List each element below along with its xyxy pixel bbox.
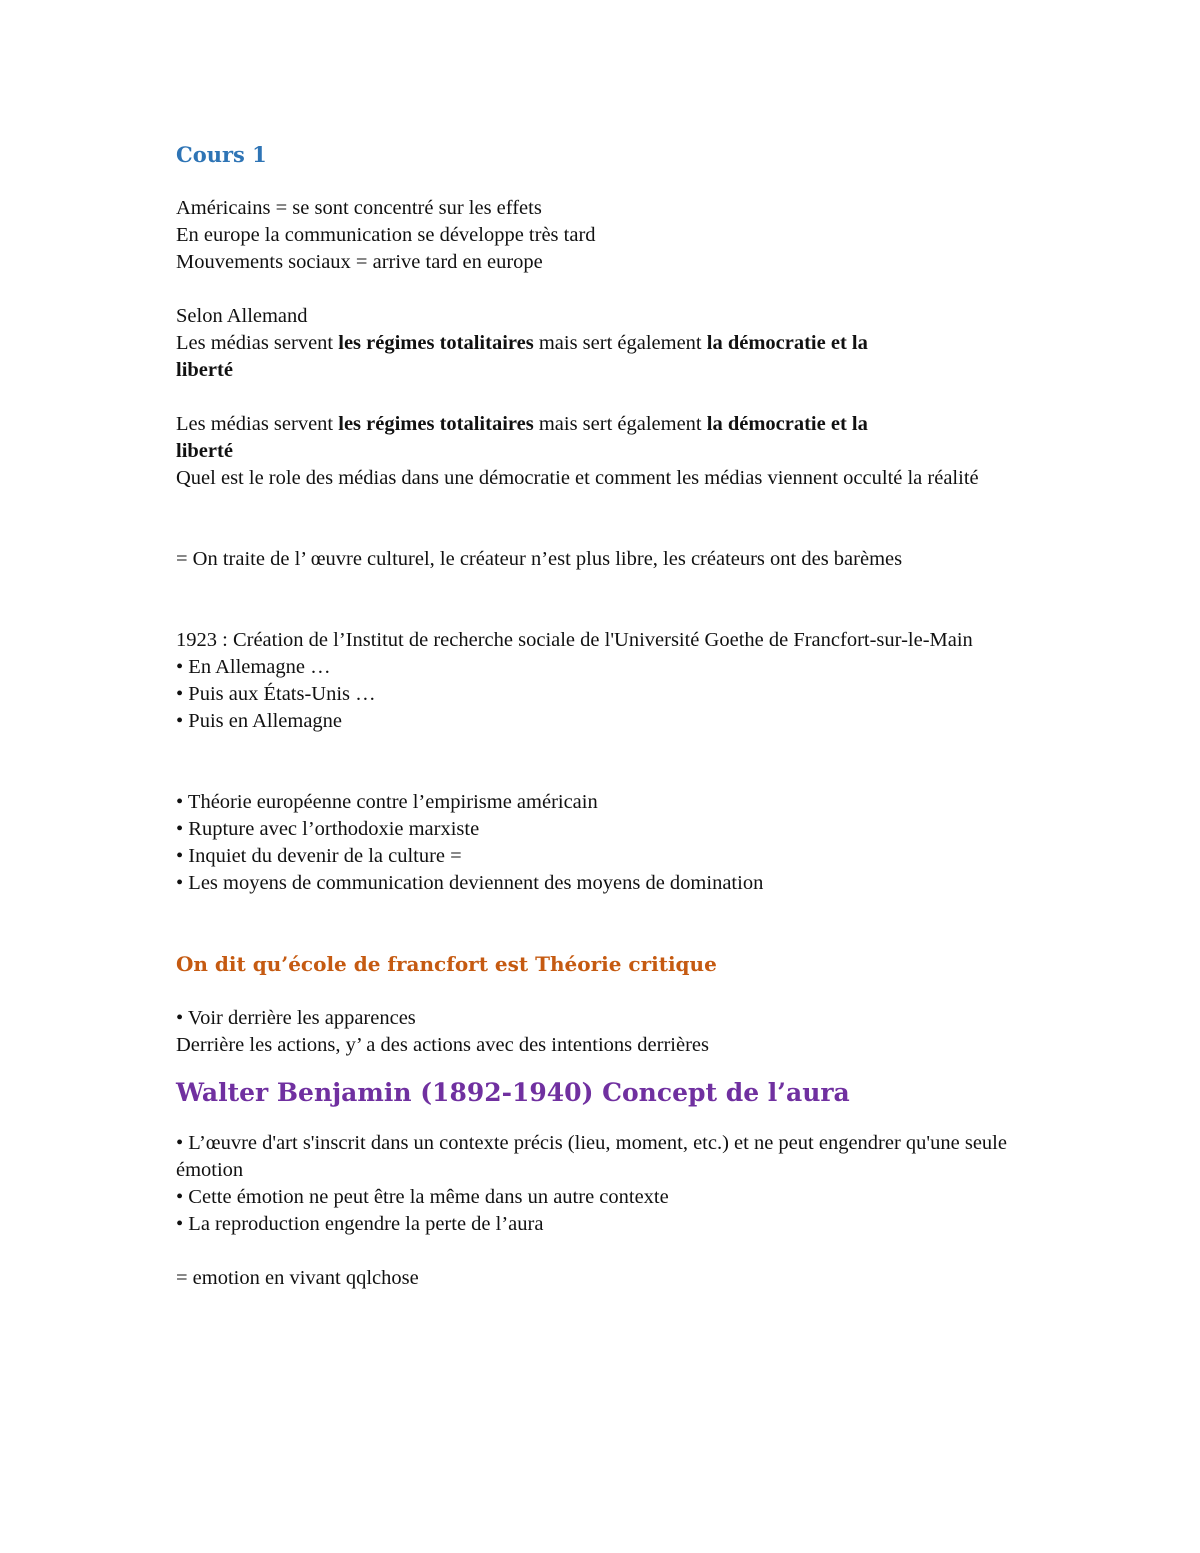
heading-ecole-francfort: On dit qu’école de francfort est Théorie critique	[176, 952, 717, 976]
bullet-voir: • Voir derrière les apparences	[176, 1007, 416, 1029]
intro-line-3: Mouvements sociaux = arrive tard en europe	[176, 251, 543, 273]
bullet-rupture: • Rupture avec l’orthodoxie marxiste	[176, 818, 480, 840]
paragraph-medias-1-end: liberté	[176, 359, 233, 381]
bullet-etats-unis: • Puis aux États-Unis …	[176, 683, 376, 705]
heading-cours-1: Cours 1	[176, 142, 267, 167]
question-paragraph: Quel est le role des médias dans une démocratie et comment les médias viennent occulté la réalité	[176, 467, 979, 489]
paragraph-medias-2: Les médias servent les régimes totalitaires mais sert également la démocratie et la	[176, 413, 868, 435]
bullet-allemagne-2: • Puis en Allemagne	[176, 710, 343, 732]
paragraph-medias-1: Les médias servent les régimes totalitaires mais sert également la démocratie et la	[176, 332, 868, 354]
bullet-moyens: • Les moyens de communication deviennent des moyens de domination	[176, 872, 764, 894]
intro-line-2: En europe la communication se développe très tard	[176, 224, 596, 246]
selon-allemand: Selon Allemand	[176, 305, 308, 327]
document-body	[176, 141, 1026, 1292]
bullet-allemagne: • En Allemagne …	[176, 656, 331, 678]
heading-walter-benjamin: Walter Benjamin (1892-1940) Concept de l’aura	[176, 1078, 850, 1107]
derriere-paragraph: Derrière les actions, y’ a des actions avec des intentions derrières	[176, 1034, 709, 1056]
paragraph-medias-2-end: liberté	[176, 440, 233, 462]
bullet-theorie: • Théorie européenne contre l’empirisme américain	[176, 791, 598, 813]
oeuvre-paragraph: = On traite de l’ œuvre culturel, le créateur n’est plus libre, les créateurs ont des barèmes	[176, 548, 903, 570]
institut-paragraph: 1923 : Création de l’Institut de recherche sociale de l'Université Goethe de Francfort-sur-le-Main	[176, 629, 973, 651]
bullet-inquiet: • Inquiet du devenir de la culture =	[176, 845, 462, 867]
bullet-oeuvre-art: • L’œuvre d'art s'inscrit dans un contexte précis (lieu, moment, etc.) et ne peut engendrer qu'une seule émotion	[176, 1132, 1007, 1181]
bullet-reproduction: • La reproduction engendre la perte de l’aura	[176, 1213, 544, 1235]
emotion-line: = emotion en vivant qqlchose	[176, 1267, 419, 1289]
bullet-emotion: • Cette émotion ne peut être la même dans un autre contexte	[176, 1186, 669, 1208]
intro-line-1: Américains = se sont concentré sur les effets	[176, 197, 542, 219]
